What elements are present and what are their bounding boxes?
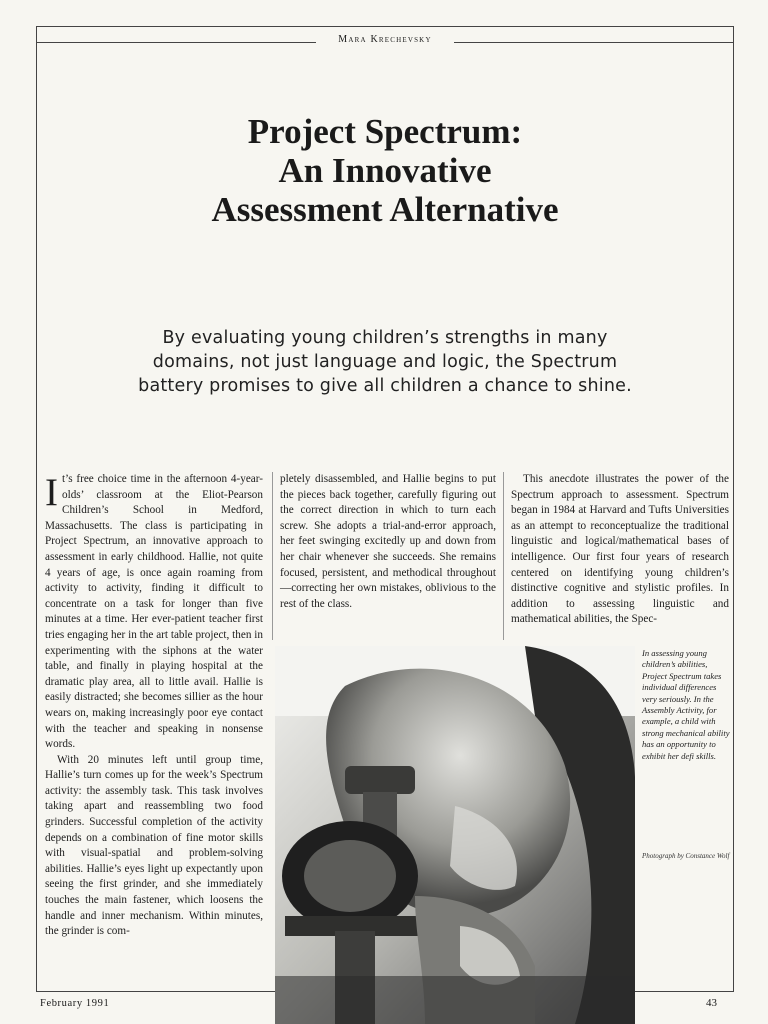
- body-column-3: [511, 472, 729, 628]
- body-column-2: [280, 472, 496, 612]
- photo-caption: In assessing young children’s abilities, Project Spectrum takes individual differences very seriously. In the Assembly Activity, for example, a child with strong mechanical ability has an opportunity to exhibit her defi skills.: [642, 648, 730, 761]
- deck-line-1: By evaluating young children’s strengths in many: [162, 328, 608, 348]
- body-paragraph: [45, 472, 263, 753]
- paragraph-text: t’s free choice time in the afternoon 4-year-olds’ classroom at the Eliot-Pearson Children’s School in Medford, Massachusetts. The class is participating in Project Spectrum, an innovative approach to assessment in early childhood. Hallie, not quite 4 years of age, is once again roaming from activity to activity, finding it difficult to concentrate on a task for longer than five minutes at a time. Her ever-patient teacher first tries engaging her in the art table project, then in experimenting with the siphons at the water table, and finally in playing hospital at the dramatic play area, all to little avail. Hallie is easily distracted; she becomes sillier as the hour wears on, making increasingly poor eye contact with the teacher and speaking in nonsense words.: [45, 473, 263, 751]
- header-rule-left: [36, 42, 316, 43]
- body-column-1: [45, 472, 263, 940]
- column-divider: [503, 472, 504, 640]
- body-paragraph: pletely disassembled, and Hallie begins to put the pieces back together, carefully figuring out the correct direction in which to turn each screw. She adopts a trial-and-error approach, her feet swinging excitedly up and down from her chair whenever she succeeds. She remains focused, persistent, and methodical throughout—correcting her own mistakes, oblivious to the rest of the class.: [280, 473, 496, 610]
- running-head: [36, 33, 734, 51]
- footer-date: February 1991: [40, 998, 110, 1009]
- author-name: Mara Krechevsky: [338, 34, 432, 45]
- title-line-2: An Innovative: [278, 151, 492, 190]
- page-number: 43: [706, 997, 717, 1009]
- column-divider: [272, 472, 273, 640]
- article-title: [60, 112, 710, 229]
- body-paragraph: With 20 minutes left until group time, Hallie’s turn comes up for the week’s Spectrum activity: the assembly task. This task involves taking apart and reassembling two food grinders. Successful completion of the activity depends on a combination of fine motor skills with visual-spatial and problem-solving abilities. Hallie’s eyes light up expectantly upon seeing the first grinder, and she immediately touches the main fastener, which loosens the handle and inner mechanism. Within minutes, the grinder is com-: [45, 753, 263, 938]
- drop-cap: I: [45, 471, 58, 514]
- article-photo: [275, 646, 635, 1024]
- deck-line-3: battery promises to give all children a chance to shine.: [138, 376, 632, 396]
- photo-child-food-grinder: [275, 646, 635, 1024]
- photo-credit: Photograph by Constance Wolf: [642, 852, 730, 860]
- title-line-1: Project Spectrum:: [247, 112, 523, 151]
- header-rule-right: [454, 42, 734, 43]
- deck-line-2: domains, not just language and logic, the Spectrum: [152, 352, 618, 372]
- article-deck: [80, 326, 690, 398]
- title-line-3: Assessment Alternative: [211, 190, 559, 229]
- body-paragraph: This anecdote illustrates the power of the Spectrum approach to assessment. Spectrum began in 1984 at Harvard and Tufts Universities as an attempt to reconceptualize the traditional linguistic and logical/mathematical bases of intelligence. Our first four years of research centered on identifying young children’s distinctive cognitive and stylistic profiles. In addition to assessing linguistic and mathematical abilities, the Spec-: [511, 473, 729, 626]
